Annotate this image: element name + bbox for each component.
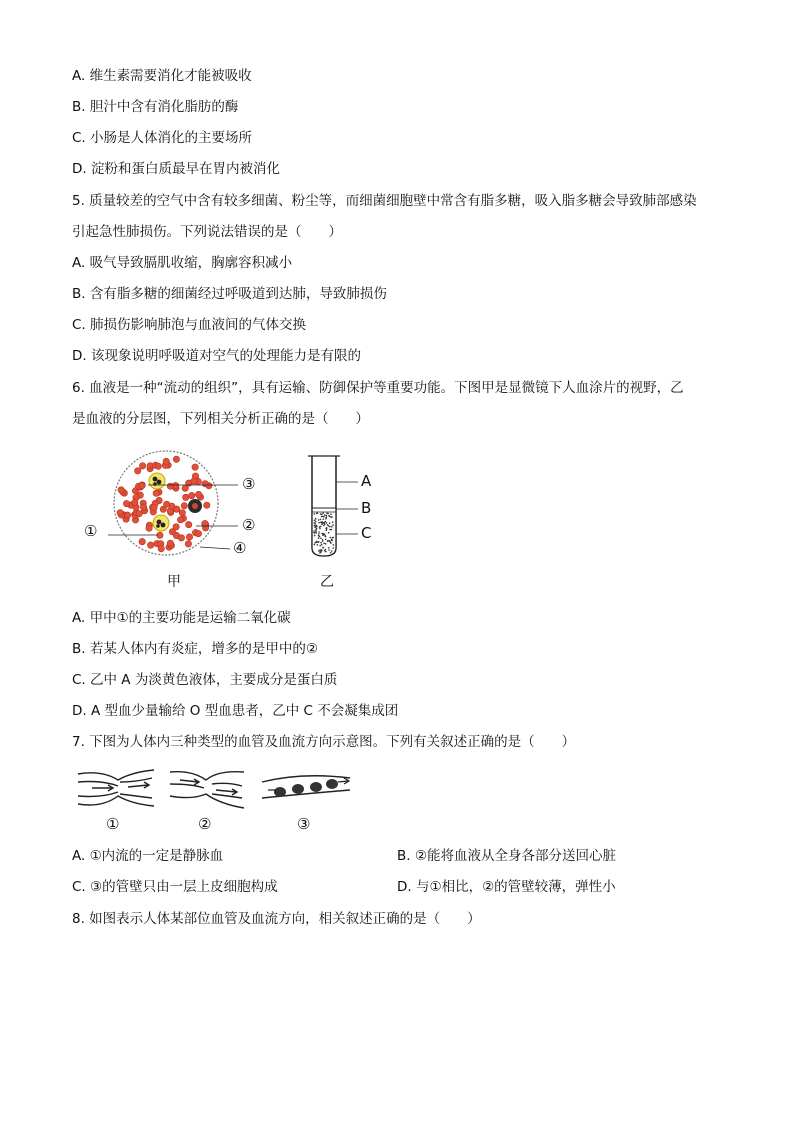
- red-blood-cell: [181, 503, 187, 509]
- red-blood-cell: [195, 530, 201, 536]
- sediment-dot: [320, 526, 322, 528]
- large-cell-center: [188, 499, 202, 513]
- sediment-dot: [318, 537, 320, 539]
- q6-option-b: B. 若某人体内有炎症，增多的是甲中的②: [72, 641, 318, 657]
- sediment-dot: [322, 512, 324, 514]
- sediment-dot: [325, 543, 327, 545]
- sediment-dot: [318, 519, 320, 521]
- sediment-dot: [333, 544, 335, 546]
- caption-jia: 甲: [167, 574, 181, 590]
- vessel-label-3: ③: [297, 815, 311, 833]
- sediment-dot: [323, 516, 325, 518]
- sediment-dot: [321, 522, 323, 524]
- sediment-dot: [329, 540, 331, 542]
- sediment-dot: [325, 517, 327, 519]
- red-blood-cell: [191, 478, 197, 484]
- sediment-dot: [331, 550, 333, 552]
- sediment-dot: [331, 529, 333, 531]
- red-blood-cell: [177, 517, 183, 523]
- red-blood-cell: [167, 540, 173, 546]
- sediment-dot: [316, 541, 318, 543]
- vessel-1: [78, 770, 154, 806]
- red-blood-cell: [136, 511, 142, 517]
- red-blood-cell: [124, 512, 130, 518]
- red-blood-cell: [148, 542, 154, 548]
- q4-option-a: A. 维生素需要消化才能被吸收: [72, 68, 252, 84]
- sediment-dot: [317, 544, 319, 546]
- q5-option-c: C. 肺损伤影响肺泡与血液间的气体交换: [72, 317, 307, 333]
- sediment-dot: [322, 534, 324, 536]
- q7-option-b: B. ②能将血液从全身各部分送回心脏: [397, 848, 616, 864]
- red-blood-cell: [117, 510, 123, 516]
- red-blood-cell: [160, 506, 166, 512]
- sediment-dot: [318, 533, 320, 535]
- q4-option-c: C. 小肠是人体消化的主要场所: [72, 130, 253, 146]
- sediment-dot: [321, 524, 323, 526]
- red-blood-cell: [153, 490, 159, 496]
- sediment-dot: [315, 532, 317, 534]
- sediment-dot: [315, 518, 317, 520]
- q4-option-b: B. 胆汁中含有消化脂肪的酶: [72, 99, 239, 115]
- sediment-dot: [316, 525, 318, 527]
- sediment-dot: [330, 513, 332, 515]
- sediment-dot: [319, 552, 321, 554]
- sediment-dot: [331, 526, 333, 528]
- red-blood-cell: [192, 464, 198, 470]
- red-blood-cell: [123, 500, 129, 506]
- sediment-dot: [331, 539, 333, 541]
- sediment-dot: [329, 522, 331, 524]
- sediment-dot: [318, 541, 320, 543]
- q6-option-a: A. 甲中①的主要功能是运输二氧化碳: [72, 610, 291, 626]
- tube-label-b: B: [361, 499, 372, 517]
- sediment-dot: [329, 526, 331, 528]
- tube-label-a: A: [361, 472, 372, 490]
- q6-option-c: C. 乙中 A 为淡黄色液体，主要成分是蛋白质: [72, 672, 338, 688]
- sediment-dot: [320, 542, 322, 544]
- sediment-dot: [319, 528, 321, 530]
- white-blood-cell-1: [149, 473, 165, 489]
- red-blood-cell: [204, 502, 210, 508]
- sediment-dot: [321, 549, 323, 551]
- sediment-dot: [324, 522, 326, 524]
- red-blood-cell: [163, 458, 169, 464]
- label-1: ①: [84, 522, 98, 540]
- sediment-dot: [323, 519, 325, 521]
- sediment-dot: [328, 547, 330, 549]
- q6-stem-line2: 是血液的分层图，下列相关分析正确的是（ ）: [72, 411, 369, 427]
- sediment-dot: [332, 547, 334, 549]
- red-blood-cell: [151, 505, 157, 511]
- red-blood-cell: [140, 504, 146, 510]
- red-blood-cell: [195, 491, 201, 497]
- sediment-dot: [326, 515, 328, 517]
- sediment-dot: [330, 542, 332, 544]
- q7-option-d: D. 与①相比，②的管壁较薄，弹性小: [397, 879, 616, 895]
- sediment-dot: [322, 540, 324, 542]
- q7-option-c: C. ③的管壁只由一层上皮细胞构成: [72, 879, 278, 895]
- vessel-3: [262, 776, 350, 798]
- sediment-dot: [318, 550, 320, 552]
- red-blood-cell: [186, 534, 192, 540]
- red-blood-cell: [189, 492, 195, 498]
- sediment-dot: [330, 537, 332, 539]
- sediment-dot: [315, 521, 317, 523]
- sediment-dot: [314, 535, 316, 537]
- sediment-dot: [332, 524, 334, 526]
- sediment-dot: [328, 532, 330, 534]
- red-blood-cell: [173, 524, 179, 530]
- red-blood-cell: [132, 499, 138, 505]
- white-blood-cell-2: [153, 515, 169, 531]
- red-blood-cell: [139, 463, 145, 469]
- sediment-dot: [316, 513, 318, 515]
- test-tube-figure: [300, 452, 360, 562]
- q7-stem: 7. 下图为人体内三种类型的血管及血流方向示意图。下列有关叙述正确的是（ ）: [72, 734, 576, 750]
- sediment-dot: [318, 531, 320, 533]
- red-blood-cell: [202, 481, 208, 487]
- red-blood-cell: [118, 487, 124, 493]
- sediment-dot: [314, 525, 316, 527]
- sediment-dot: [330, 516, 332, 518]
- red-blood-cell: [135, 468, 141, 474]
- vessel-label-1: ①: [106, 815, 120, 833]
- label-2: ②: [242, 516, 256, 534]
- sediment-dot: [313, 530, 315, 532]
- sediment-dot: [327, 513, 329, 515]
- sediment-dot: [332, 521, 334, 523]
- sediment-dot: [330, 552, 332, 554]
- q4-option-d: D. 淀粉和蛋白质最早在胃内被消化: [72, 161, 280, 177]
- sediment-dot: [318, 535, 320, 537]
- q6-stem-line1: 6. 血液是一种“流动的组织”，具有运输、防御保护等重要功能。下图甲是显微镜下人血涂片的视野，乙: [72, 380, 684, 396]
- q5-stem-line1: 5. 质量较差的空气中含有较多细菌、粉尘等，而细菌细胞壁中常含有脂多糖，吸入脂多糖会导致肺部感染: [72, 193, 697, 209]
- tube-label-c: C: [361, 524, 372, 542]
- sediment-dot: [320, 537, 322, 539]
- sediment-dot: [315, 530, 317, 532]
- sediment-dot: [323, 525, 325, 527]
- label-3: ③: [242, 475, 256, 493]
- blood-vessels-figure: [72, 764, 362, 814]
- red-blood-cell: [155, 463, 161, 469]
- red-blood-cell: [173, 456, 179, 462]
- sediment-dot: [324, 550, 326, 552]
- sediment-dot: [327, 524, 329, 526]
- q5-option-b: B. 含有脂多糖的细菌经过呼吸道到达肺，导致肺损伤: [72, 286, 387, 302]
- sediment-dot: [315, 529, 317, 531]
- sediment-dot: [324, 514, 326, 516]
- sediment-dot: [319, 545, 321, 547]
- red-blood-cell: [185, 541, 191, 547]
- sediment-dot: [326, 522, 328, 524]
- red-blood-cell: [183, 494, 189, 500]
- red-blood-cell: [172, 482, 178, 488]
- sediment-dot: [323, 543, 325, 545]
- sediment-dot: [314, 544, 316, 546]
- q6-option-d: D. A 型血少量输给 O 型血患者，乙中 C 不会凝集成团: [72, 703, 399, 719]
- sediment-dot: [332, 537, 334, 539]
- q5-option-a: A. 吸气导致膈肌收缩，胸廓容积减小: [72, 255, 293, 271]
- red-blood-cell: [146, 525, 152, 531]
- label-4: ④: [233, 539, 247, 557]
- sediment-dot: [314, 523, 316, 525]
- sediment-dot: [321, 544, 323, 546]
- red-blood-cell: [158, 546, 164, 552]
- red-blood-cell: [179, 510, 185, 516]
- sediment-dot: [325, 536, 327, 538]
- sediment-dot: [325, 539, 327, 541]
- q8-stem: 8. 如图表示人体某部位血管及血流方向，相关叙述正确的是（ ）: [72, 911, 481, 927]
- q5-stem-line2: 引起急性肺损伤。下列说法错误的是（ ）: [72, 224, 342, 240]
- sediment-dot: [314, 520, 316, 522]
- sediment-dot: [328, 549, 330, 551]
- q7-option-a: A. ①内流的一定是静脉血: [72, 848, 224, 864]
- vessel-label-2: ②: [198, 815, 212, 833]
- sediment-dot: [319, 549, 321, 551]
- red-blood-cell: [186, 521, 192, 527]
- red-blood-cell: [139, 538, 145, 544]
- blood-smear-figure: [78, 448, 278, 568]
- sediment-dot: [329, 516, 331, 518]
- red-blood-cell: [178, 535, 184, 541]
- sediment-dot: [321, 516, 323, 518]
- sediment-dot: [318, 522, 320, 524]
- sediment-dot: [326, 528, 328, 530]
- red-blood-cell: [174, 506, 180, 512]
- sediment-dot: [320, 519, 322, 521]
- sediment-dot: [314, 513, 316, 515]
- caption-yi: 乙: [320, 574, 334, 590]
- sediment-dot: [321, 514, 323, 516]
- sediment-dot: [326, 530, 328, 532]
- q5-option-d: D. 该现象说明呼吸道对空气的处理能力是有限的: [72, 348, 361, 364]
- sediment-dot: [327, 540, 329, 542]
- sediment-dot: [322, 547, 324, 549]
- red-blood-cell: [139, 483, 145, 489]
- vessel-2: [170, 772, 244, 808]
